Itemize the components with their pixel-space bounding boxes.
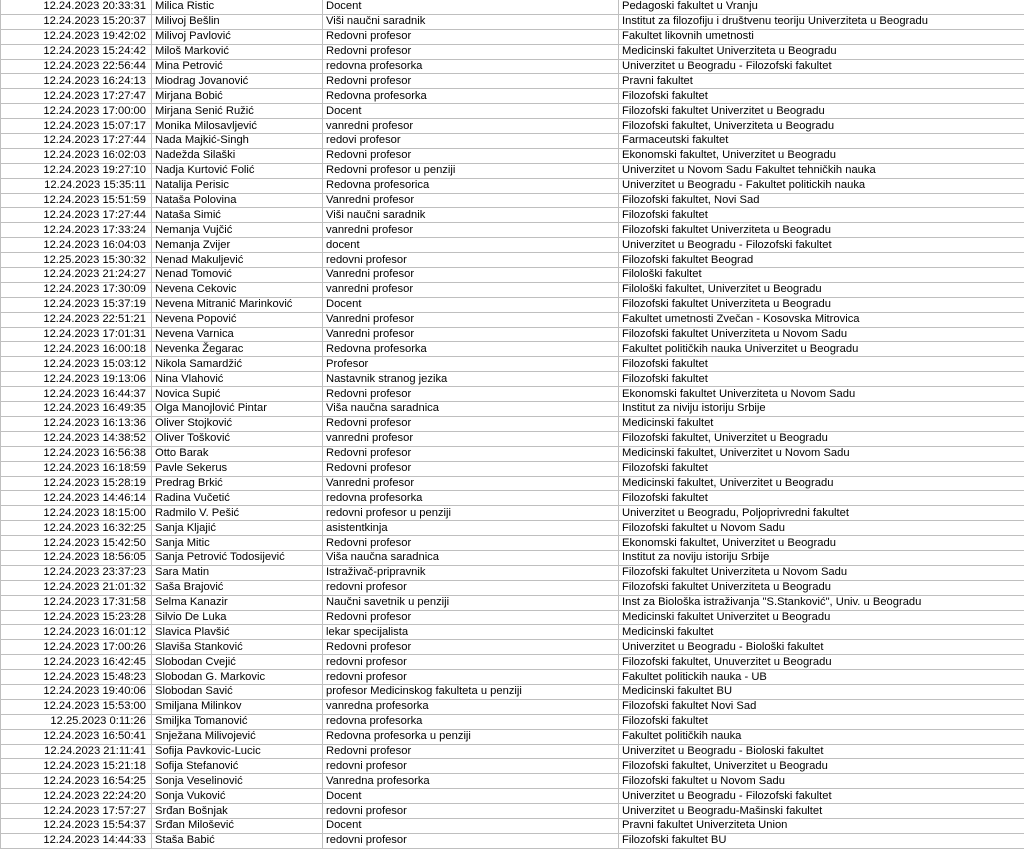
institution-cell: Univerzitet u Beogradu - Bioloski fakultet: [619, 744, 1024, 759]
name-cell: Miodrag Jovanović: [152, 74, 323, 89]
institution-cell: Medicinski fakultet, Univerzitet u Novom Sadu: [619, 446, 1024, 461]
institution-cell: Medicinski fakultet: [619, 625, 1024, 640]
title-cell: Redovni profesor: [323, 387, 619, 402]
institution-cell: Ekonomski fakultet Univerziteta u Novom Sadu: [619, 387, 1024, 402]
timestamp-cell: 12.24.2023 19:27:10: [1, 163, 152, 178]
timestamp-cell: 12.24.2023 15:54:37: [1, 818, 152, 833]
name-cell: Milivoj Bešlin: [152, 14, 323, 29]
institution-cell: Filozofski fakultet: [619, 461, 1024, 476]
title-cell: redovni profesor: [323, 655, 619, 670]
timestamp-cell: 12.24.2023 22:56:44: [1, 59, 152, 74]
name-cell: Mirjana Senić Ružić: [152, 104, 323, 119]
institution-cell: Filološki fakultet: [619, 268, 1024, 283]
title-cell: Redovna profesorka u penziji: [323, 729, 619, 744]
timestamp-cell: 12.24.2023 17:33:24: [1, 223, 152, 238]
institution-cell: Univerzitet u Beogradu - Fakultet politickih nauka: [619, 178, 1024, 193]
title-cell: redovni profesor: [323, 759, 619, 774]
name-cell: Nataša Polovina: [152, 193, 323, 208]
title-cell: Docent: [323, 104, 619, 119]
title-cell: redovi profesor: [323, 134, 619, 149]
institution-cell: Pedagoski fakultet u Vranju: [619, 0, 1024, 14]
timestamp-cell: 12.24.2023 15:51:59: [1, 193, 152, 208]
name-cell: Mina Petrović: [152, 59, 323, 74]
timestamp-cell: 12.24.2023 17:30:09: [1, 282, 152, 297]
institution-cell: Filozofski fakultet u Novom Sadu: [619, 521, 1024, 536]
institution-cell: Univerzitet u Beogradu - Filozofski fakultet: [619, 789, 1024, 804]
institution-cell: Fakultet političkih nauka Univerzitet u Beogradu: [619, 342, 1024, 357]
institution-cell: Univerzitet u Novom Sadu Fakultet tehničkih nauka: [619, 163, 1024, 178]
timestamp-cell: 12.24.2023 16:32:25: [1, 521, 152, 536]
table-row: [1, 44, 1024, 59]
name-cell: Nevena Mitranić Marinković: [152, 297, 323, 312]
table-row: [1, 402, 1024, 417]
timestamp-cell: 12.24.2023 15:07:17: [1, 119, 152, 134]
institution-cell: Filozofski fakultet: [619, 89, 1024, 104]
institution-cell: Medicinski fakultet, Univerzitet u Beogradu: [619, 476, 1024, 491]
name-cell: Slobodan G. Markovic: [152, 670, 323, 685]
name-cell: Sonja Vuković: [152, 789, 323, 804]
title-cell: Redovni profesor: [323, 744, 619, 759]
timestamp-cell: 12.24.2023 17:00:00: [1, 104, 152, 119]
table-row: [1, 74, 1024, 89]
name-cell: Oliver Tošković: [152, 431, 323, 446]
title-cell: Redovni profesor: [323, 446, 619, 461]
timestamp-cell: 12.24.2023 23:37:23: [1, 565, 152, 580]
title-cell: Redovna profesorka: [323, 342, 619, 357]
table-row: [1, 357, 1024, 372]
title-cell: Docent: [323, 818, 619, 833]
title-cell: redovni profesor: [323, 580, 619, 595]
title-cell: Redovni profesor: [323, 610, 619, 625]
institution-cell: Ekonomski fakultet, Univerzitet u Beogradu: [619, 148, 1024, 163]
timestamp-cell: 12.24.2023 16:01:12: [1, 625, 152, 640]
timestamp-cell: 12.24.2023 19:42:02: [1, 29, 152, 44]
timestamp-cell: 12.24.2023 21:11:41: [1, 744, 152, 759]
title-cell: redovni profesor u penziji: [323, 506, 619, 521]
institution-cell: Filozofski fakultet Univerziteta u Beogradu: [619, 297, 1024, 312]
institution-cell: Fakultet umetnosti Zvečan - Kosovska Mitrovica: [619, 312, 1024, 327]
institution-cell: Univerzitet u Beogradu - Filozofski fakultet: [619, 238, 1024, 253]
name-cell: Saša Brajović: [152, 580, 323, 595]
institution-cell: Medicinski fakultet Univerzitet u Beogradu: [619, 610, 1024, 625]
timestamp-cell: 12.24.2023 16:04:03: [1, 238, 152, 253]
timestamp-cell: 12.24.2023 18:56:05: [1, 550, 152, 565]
title-cell: Redovni profesor: [323, 536, 619, 551]
institution-cell: Fakultet politickih nauka - UB: [619, 670, 1024, 685]
institution-cell: Inst za Biološka istraživanja "S.Stanković", Univ. u Beogradu: [619, 595, 1024, 610]
institution-cell: Filozofski fakultet Univerziteta u Beogradu: [619, 580, 1024, 595]
institution-cell: Ekonomski fakultet, Univerzitet u Beogradu: [619, 536, 1024, 551]
table-row: [1, 699, 1024, 714]
timestamp-cell: 12.24.2023 15:23:28: [1, 610, 152, 625]
title-cell: Naučni savetnik u penziji: [323, 595, 619, 610]
institution-cell: Univerzitet u Beogradu - Biološki fakultet: [619, 640, 1024, 655]
table-row: [1, 416, 1024, 431]
title-cell: Vanredni profesor: [323, 312, 619, 327]
name-cell: Slobodan Cvejić: [152, 655, 323, 670]
timestamp-cell: 12.24.2023 17:00:26: [1, 640, 152, 655]
timestamp-cell: 12.24.2023 16:24:13: [1, 74, 152, 89]
institution-cell: Filozofski fakultet u Novom Sadu: [619, 774, 1024, 789]
title-cell: lekar specijalista: [323, 625, 619, 640]
institution-cell: Filozofski fakultet, Univerzitet u Beogradu: [619, 431, 1024, 446]
institution-cell: Filozofski fakultet: [619, 357, 1024, 372]
name-cell: Monika Milosavljević: [152, 119, 323, 134]
title-cell: Redovni profesor: [323, 148, 619, 163]
timestamp-cell: 12.24.2023 15:28:19: [1, 476, 152, 491]
timestamp-cell: 12.24.2023 22:51:21: [1, 312, 152, 327]
table-row: [1, 580, 1024, 595]
table-row: [1, 670, 1024, 685]
timestamp-cell: 12.24.2023 16:00:18: [1, 342, 152, 357]
name-cell: Staša Babić: [152, 833, 323, 848]
timestamp-cell: 12.24.2023 18:15:00: [1, 506, 152, 521]
timestamp-cell: 12.24.2023 16:49:35: [1, 402, 152, 417]
table-row: [1, 729, 1024, 744]
timestamp-cell: 12.24.2023 19:40:06: [1, 684, 152, 699]
timestamp-cell: 12.24.2023 17:01:31: [1, 327, 152, 342]
timestamp-cell: 12.24.2023 16:56:38: [1, 446, 152, 461]
timestamp-cell: 12.24.2023 17:57:27: [1, 804, 152, 819]
timestamp-cell: 12.24.2023 17:27:44: [1, 208, 152, 223]
institution-cell: Medicinski fakultet Univerziteta u Beogradu: [619, 44, 1024, 59]
timestamp-cell: 12.24.2023 16:44:37: [1, 387, 152, 402]
title-cell: Redovni profesor u penziji: [323, 163, 619, 178]
name-cell: Nenad Makuljević: [152, 253, 323, 268]
name-cell: Srđan Bošnjak: [152, 804, 323, 819]
table-row: [1, 387, 1024, 402]
table-row: [1, 789, 1024, 804]
institution-cell: Filozofski fakultet Univerziteta u Beogradu: [619, 223, 1024, 238]
table-row: [1, 506, 1024, 521]
table-row: [1, 148, 1024, 163]
institution-cell: Institut za noviju istoriju Srbije: [619, 550, 1024, 565]
title-cell: Redovni profesor: [323, 461, 619, 476]
title-cell: vanredni profesor: [323, 431, 619, 446]
institution-cell: Filozofski fakultet, Univerzitet u Beogradu: [619, 759, 1024, 774]
title-cell: redovni profesor: [323, 670, 619, 685]
title-cell: Viši naučni saradnik: [323, 14, 619, 29]
timestamp-cell: 12.25.2023 0:11:26: [1, 714, 152, 729]
title-cell: vanredni profesor: [323, 119, 619, 134]
institution-cell: Filozofski fakultet Univerziteta u Novom Sadu: [619, 565, 1024, 580]
name-cell: Smiljka Tomanović: [152, 714, 323, 729]
title-cell: Docent: [323, 789, 619, 804]
timestamp-cell: 12.24.2023 16:42:45: [1, 655, 152, 670]
title-cell: docent: [323, 238, 619, 253]
name-cell: Nevena Popović: [152, 312, 323, 327]
table-row: [1, 208, 1024, 223]
institution-cell: Filozofski fakultet, Unuverzitet u Beogradu: [619, 655, 1024, 670]
table-row: [1, 238, 1024, 253]
title-cell: Vanredni profesor: [323, 268, 619, 283]
title-cell: redovni profesor: [323, 833, 619, 848]
table-row: [1, 655, 1024, 670]
timestamp-cell: 12.24.2023 14:38:52: [1, 431, 152, 446]
table-row: [1, 610, 1024, 625]
name-cell: Slobodan Savić: [152, 684, 323, 699]
title-cell: Vanredni profesor: [323, 193, 619, 208]
name-cell: Mirjana Bobić: [152, 89, 323, 104]
timestamp-cell: 12.24.2023 15:53:00: [1, 699, 152, 714]
name-cell: Natalija Perisic: [152, 178, 323, 193]
table-row: [1, 372, 1024, 387]
timestamp-cell: 12.24.2023 17:27:47: [1, 89, 152, 104]
title-cell: Profesor: [323, 357, 619, 372]
table-row: [1, 640, 1024, 655]
name-cell: Novica Supić: [152, 387, 323, 402]
name-cell: Nina Vlahović: [152, 372, 323, 387]
table-row: [1, 59, 1024, 74]
title-cell: Docent: [323, 0, 619, 14]
table-row: [1, 14, 1024, 29]
title-cell: asistentkinja: [323, 521, 619, 536]
institution-cell: Medicinski fakultet BU: [619, 684, 1024, 699]
table-row: [1, 744, 1024, 759]
title-cell: redovni profesor: [323, 804, 619, 819]
institution-cell: Filozofski fakultet Novi Sad: [619, 699, 1024, 714]
title-cell: Viši naučni saradnik: [323, 208, 619, 223]
name-cell: Nadja Kurtović Folić: [152, 163, 323, 178]
title-cell: Redovna profesorica: [323, 178, 619, 193]
timestamp-cell: 12.24.2023 17:27:44: [1, 134, 152, 149]
name-cell: Nemanja Zvijer: [152, 238, 323, 253]
name-cell: Sofija Stefanović: [152, 759, 323, 774]
timestamp-cell: 12.24.2023 15:35:11: [1, 178, 152, 193]
name-cell: Nevena Varnica: [152, 327, 323, 342]
institution-cell: Medicinski fakultet: [619, 416, 1024, 431]
name-cell: Nada Majkić-Singh: [152, 134, 323, 149]
name-cell: Milivoj Pavlović: [152, 29, 323, 44]
timestamp-cell: 12.24.2023 19:13:06: [1, 372, 152, 387]
table-row: [1, 431, 1024, 446]
table-row: [1, 312, 1024, 327]
institution-cell: Filozofski fakultet Univerzitet u Beogradu: [619, 104, 1024, 119]
timestamp-cell: 12.24.2023 15:24:42: [1, 44, 152, 59]
timestamp-cell: 12.24.2023 17:31:58: [1, 595, 152, 610]
institution-cell: Filozofski fakultet Beograd: [619, 253, 1024, 268]
name-cell: Radina Vučetić: [152, 491, 323, 506]
table-row: [1, 804, 1024, 819]
table-row: [1, 89, 1024, 104]
institution-cell: Univerzitet u Beogradu-Mašinski fakultet: [619, 804, 1024, 819]
name-cell: Sonja Veselinović: [152, 774, 323, 789]
title-cell: Nastavnik stranog jezika: [323, 372, 619, 387]
name-cell: Nevena Cekovic: [152, 282, 323, 297]
table-row: [1, 565, 1024, 580]
institution-cell: Univerzitet u Beogradu, Poljoprivredni fakultet: [619, 506, 1024, 521]
table-row: [1, 342, 1024, 357]
timestamp-cell: 12.25.2023 15:30:32: [1, 253, 152, 268]
name-cell: Sara Matin: [152, 565, 323, 580]
name-cell: Snježana Milivojević: [152, 729, 323, 744]
name-cell: Silvio De Luka: [152, 610, 323, 625]
timestamp-cell: 12.24.2023 15:21:18: [1, 759, 152, 774]
institution-cell: Univerzitet u Beogradu - Filozofski fakultet: [619, 59, 1024, 74]
table-row: [1, 134, 1024, 149]
institution-cell: Filozofski fakultet, Novi Sad: [619, 193, 1024, 208]
institution-cell: Farmaceutski fakultet: [619, 134, 1024, 149]
title-cell: Redovna profesorka: [323, 89, 619, 104]
table-row: [1, 163, 1024, 178]
timestamp-cell: 12.24.2023 16:13:36: [1, 416, 152, 431]
table-row: [1, 223, 1024, 238]
name-cell: Olga Manojlović Pintar: [152, 402, 323, 417]
title-cell: Redovni profesor: [323, 29, 619, 44]
table-row: [1, 476, 1024, 491]
institution-cell: Filozofski fakultet, Univerziteta u Beogradu: [619, 119, 1024, 134]
title-cell: redovna profesorka: [323, 714, 619, 729]
name-cell: Nenad Tomović: [152, 268, 323, 283]
table-row: [1, 714, 1024, 729]
title-cell: Vanredni profesor: [323, 476, 619, 491]
timestamp-cell: 12.24.2023 15:48:23: [1, 670, 152, 685]
table-body: [1, 0, 1024, 848]
title-cell: vanredni profesor: [323, 282, 619, 297]
name-cell: Pavle Sekerus: [152, 461, 323, 476]
title-cell: vanredni profesor: [323, 223, 619, 238]
name-cell: Nemanja Vujčić: [152, 223, 323, 238]
name-cell: Slaviša Stanković: [152, 640, 323, 655]
title-cell: Docent: [323, 297, 619, 312]
name-cell: Radmilo V. Pešić: [152, 506, 323, 521]
table-row: [1, 625, 1024, 640]
name-cell: Smiljana Milinkov: [152, 699, 323, 714]
institution-cell: Pravni fakultet: [619, 74, 1024, 89]
table-row: [1, 268, 1024, 283]
institution-cell: Pravni fakultet Univerziteta Union: [619, 818, 1024, 833]
name-cell: Otto Barak: [152, 446, 323, 461]
table-row: [1, 446, 1024, 461]
institution-cell: Filološki fakultet, Univerzitet u Beogradu: [619, 282, 1024, 297]
institution-cell: Institut za filozofiju i društvenu teoriju Univerziteta u Beogradu: [619, 14, 1024, 29]
name-cell: Nadežda Silaški: [152, 148, 323, 163]
table-row: [1, 0, 1024, 14]
table-row: [1, 461, 1024, 476]
title-cell: profesor Medicinskog fakulteta u penziji: [323, 684, 619, 699]
name-cell: Sofija Pavkovic-Lucic: [152, 744, 323, 759]
title-cell: Viša naučna saradnica: [323, 550, 619, 565]
name-cell: Oliver Stojković: [152, 416, 323, 431]
name-cell: Selma Kanazir: [152, 595, 323, 610]
timestamp-cell: 12.24.2023 16:50:41: [1, 729, 152, 744]
table-row: [1, 253, 1024, 268]
title-cell: redovna profesorka: [323, 491, 619, 506]
title-cell: Redovni profesor: [323, 640, 619, 655]
table-row: [1, 550, 1024, 565]
table-row: [1, 491, 1024, 506]
institution-cell: Filozofski fakultet BU: [619, 833, 1024, 848]
name-cell: Nataša Simić: [152, 208, 323, 223]
institution-cell: Institut za niviju istoriju Srbije: [619, 402, 1024, 417]
title-cell: Vanredna profesorka: [323, 774, 619, 789]
title-cell: Redovni profesor: [323, 44, 619, 59]
timestamp-cell: 12.24.2023 14:44:33: [1, 833, 152, 848]
timestamp-cell: 12.24.2023 20:33:31: [1, 0, 152, 14]
timestamp-cell: 12.24.2023 15:42:50: [1, 536, 152, 551]
timestamp-cell: 12.24.2023 14:46:14: [1, 491, 152, 506]
institution-cell: Fakultet likovnih umetnosti: [619, 29, 1024, 44]
table-row: [1, 297, 1024, 312]
table-row: [1, 119, 1024, 134]
timestamp-cell: 12.24.2023 15:03:12: [1, 357, 152, 372]
table-row: [1, 818, 1024, 833]
table-row: [1, 684, 1024, 699]
table-row: [1, 833, 1024, 848]
name-cell: Sanja Kljajić: [152, 521, 323, 536]
institution-cell: Filozofski fakultet: [619, 491, 1024, 506]
name-cell: Sanja Petrović Todosijević: [152, 550, 323, 565]
timestamp-cell: 12.24.2023 15:37:19: [1, 297, 152, 312]
timestamp-cell: 12.24.2023 21:01:32: [1, 580, 152, 595]
name-cell: Sanja Mitic: [152, 536, 323, 551]
timestamp-cell: 12.24.2023 16:54:25: [1, 774, 152, 789]
table-row: [1, 759, 1024, 774]
title-cell: vanredna profesorka: [323, 699, 619, 714]
institution-cell: Filozofski fakultet Univerziteta u Novom Sadu: [619, 327, 1024, 342]
title-cell: redovni profesor: [323, 253, 619, 268]
institution-cell: Filozofski fakultet: [619, 208, 1024, 223]
name-cell: Slavica Plavšić: [152, 625, 323, 640]
title-cell: Redovni profesor: [323, 74, 619, 89]
table-row: [1, 536, 1024, 551]
name-cell: Nevenka Žegarac: [152, 342, 323, 357]
timestamp-cell: 12.24.2023 15:20:37: [1, 14, 152, 29]
institution-cell: Filozofski fakultet: [619, 372, 1024, 387]
table-row: [1, 282, 1024, 297]
table-row: [1, 595, 1024, 610]
table-row: [1, 521, 1024, 536]
timestamp-cell: 12.24.2023 16:02:03: [1, 148, 152, 163]
title-cell: Istraživač-pripravnik: [323, 565, 619, 580]
title-cell: Vanredni profesor: [323, 327, 619, 342]
name-cell: Miloš Marković: [152, 44, 323, 59]
institution-cell: Fakultet političkih nauka: [619, 729, 1024, 744]
timestamp-cell: 12.24.2023 22:24:20: [1, 789, 152, 804]
table-row: [1, 774, 1024, 789]
timestamp-cell: 12.24.2023 16:18:59: [1, 461, 152, 476]
table-row: [1, 193, 1024, 208]
timestamp-cell: 12.24.2023 21:24:27: [1, 268, 152, 283]
institution-cell: Filozofski fakultet: [619, 714, 1024, 729]
name-cell: Nikola Samardžić: [152, 357, 323, 372]
title-cell: Redovni profesor: [323, 416, 619, 431]
title-cell: redovna profesorka: [323, 59, 619, 74]
name-cell: Predrag Brkić: [152, 476, 323, 491]
table-row: [1, 178, 1024, 193]
table-row: [1, 327, 1024, 342]
table-row: [1, 29, 1024, 44]
name-cell: Srđan Milošević: [152, 818, 323, 833]
title-cell: Viša naučna saradnica: [323, 402, 619, 417]
table-row: [1, 104, 1024, 119]
name-cell: Milica Ristic: [152, 0, 323, 14]
